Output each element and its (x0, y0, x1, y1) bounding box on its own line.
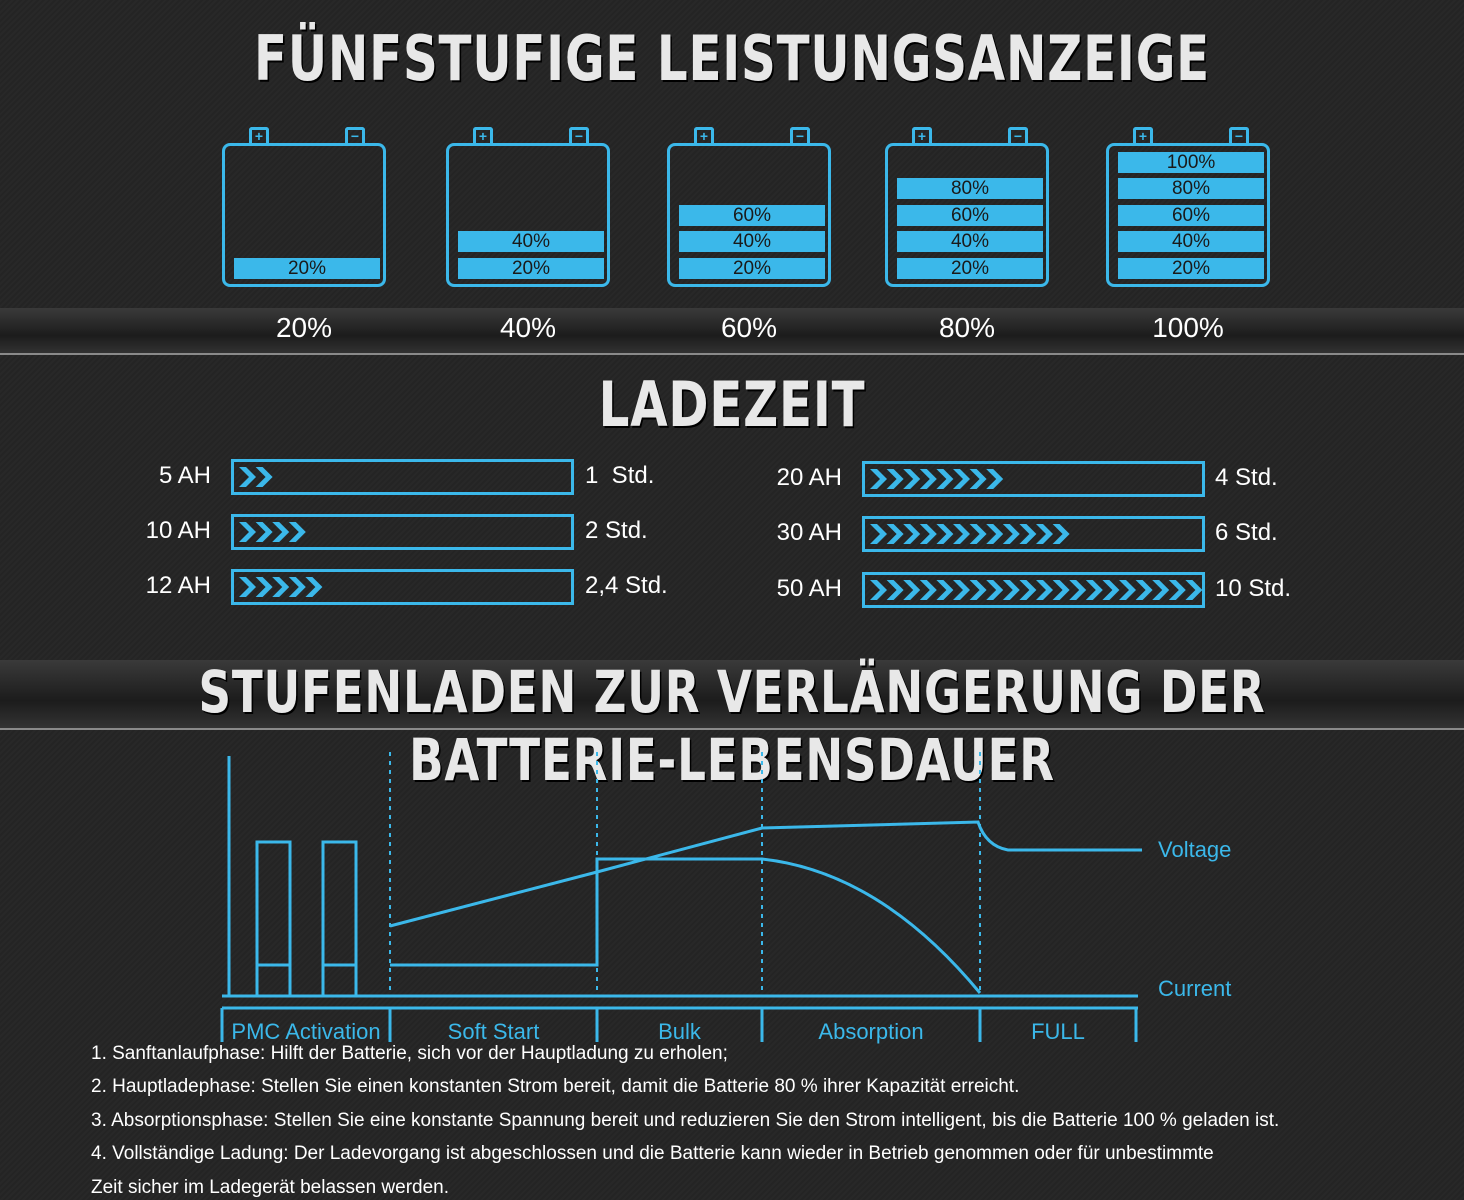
chevron-mark (870, 469, 887, 489)
minus-terminal-icon: − (569, 127, 589, 143)
chevron-mark (1053, 524, 1070, 544)
minus-terminal-icon: − (345, 127, 365, 143)
battery-level-bar: 20% (234, 258, 380, 279)
note-2: 2. Hauptladephase: Stellen Sie einen konstanten Strom bereit, damit die Batterie 80 % ihrer Kapazität erreicht. (91, 1076, 1020, 1097)
current-label: Current (1158, 976, 1232, 1001)
chevron-mark (887, 524, 904, 544)
chevron-mark (256, 577, 273, 597)
chevron-mark (256, 522, 273, 542)
battery-percentage-label: 100% (1152, 312, 1224, 343)
battery-level-bar: 60% (679, 205, 825, 226)
battery-icon (222, 128, 386, 287)
chevron-mark (1185, 580, 1202, 600)
chevron-progress-icon (239, 575, 334, 599)
chevron-mark (1136, 580, 1153, 600)
chevron-mark (305, 577, 322, 597)
note-5: Zeit sicher im Ladegerät belassen werden. (91, 1177, 450, 1198)
chevron-progress-icon (870, 578, 1205, 602)
chevron-mark (986, 469, 1003, 489)
battery-icon (446, 128, 610, 287)
chevron-mark (239, 522, 256, 542)
chevron-mark (986, 524, 1003, 544)
battery-percentage-label: 40% (499, 312, 557, 343)
phase-absorption: Absorption (818, 1019, 924, 1044)
voltage-curve (390, 822, 1142, 926)
chevron-mark (1053, 580, 1070, 600)
chevron-mark (1019, 580, 1036, 600)
chevron-progress-icon (870, 522, 1082, 546)
battery-level-bar: 40% (897, 231, 1043, 252)
minus-terminal-icon: − (1008, 127, 1028, 143)
chevron-mark (970, 524, 987, 544)
charge-duration-label: 2,4 Std. (585, 572, 668, 599)
phase-full: FULL (1031, 1019, 1085, 1044)
chevron-mark (289, 577, 306, 597)
chevron-progress-icon (870, 467, 1015, 491)
chevron-mark (953, 580, 970, 600)
chevron-mark (256, 467, 273, 487)
capacity-label: 12 AH (145, 572, 211, 599)
chevron-mark (870, 524, 887, 544)
chevron-mark (870, 580, 887, 600)
chevron-mark (936, 524, 953, 544)
battery-level-bar: 20% (897, 258, 1043, 279)
chevron-mark (920, 469, 937, 489)
battery-level-bar: 40% (679, 231, 825, 252)
chevron-mark (887, 469, 904, 489)
charge-time-bar (862, 572, 1205, 608)
chevron-mark (1019, 524, 1036, 544)
chevron-mark (903, 580, 920, 600)
charge-time-heading: LADEZEIT (598, 368, 866, 441)
chevron-mark (920, 580, 937, 600)
minus-terminal-icon: − (790, 127, 810, 143)
charge-duration-label: 1 Std. (585, 462, 655, 489)
capacity-label: 5 AH (158, 462, 211, 489)
capacity-label: 30 AH (776, 519, 842, 546)
charge-duration-label: 2 Std. (585, 517, 648, 544)
battery-level-bar: 80% (897, 178, 1043, 199)
chevron-mark (903, 469, 920, 489)
staged-heading: STUFENLADEN ZUR VERLÄNGERUNG DER BATTERIE-LEBENSDAUER (198, 658, 1266, 794)
chevron-mark (239, 577, 256, 597)
power-heading: FÜNFSTUFIGE LEISTUNGSANZEIGE (254, 22, 1210, 95)
chevron-mark (970, 469, 987, 489)
charge-time-bar (862, 461, 1205, 497)
charge-duration-label: 10 Std. (1215, 575, 1292, 602)
chevron-mark (986, 580, 1003, 600)
chevron-mark (1036, 580, 1053, 600)
chevron-mark (272, 522, 289, 542)
charge-duration-label: 4 Std. (1215, 464, 1278, 491)
chevron-progress-icon (239, 465, 285, 489)
chevron-mark (953, 524, 970, 544)
chevron-mark (970, 580, 987, 600)
voltage-label: Voltage (1158, 837, 1232, 862)
battery-level-bar: 20% (679, 258, 825, 279)
battery-icon (1106, 128, 1270, 287)
chevron-mark (1003, 524, 1020, 544)
phase-bulk: Bulk (658, 1019, 701, 1044)
chevron-mark (936, 580, 953, 600)
plus-terminal-icon: + (473, 127, 493, 143)
charge-time-bar (231, 459, 574, 495)
charge-time-bar (231, 514, 574, 550)
chevron-progress-icon (239, 520, 318, 544)
chevron-mark (1036, 524, 1053, 544)
plus-terminal-icon: + (912, 127, 932, 143)
chevron-mark (1102, 580, 1119, 600)
plus-terminal-icon: + (249, 127, 269, 143)
battery-percentage-label: 60% (720, 312, 778, 343)
battery-percentage-label: 80% (938, 312, 996, 343)
chevron-mark (1069, 580, 1086, 600)
chevron-mark (953, 469, 970, 489)
charge-time-bar (231, 569, 574, 605)
chevron-mark (1152, 580, 1169, 600)
note-1: 1. Sanftanlaufphase: Hilft der Batterie, sich vor der Hauptladung zu erholen; (91, 1043, 728, 1064)
charge-time-bar (862, 516, 1205, 552)
chevron-mark (887, 580, 904, 600)
chevron-mark (272, 577, 289, 597)
minus-terminal-icon: − (1229, 127, 1249, 143)
battery-level-bar: 80% (1118, 178, 1264, 199)
battery-icon (667, 128, 831, 287)
note-3: 3. Absorptionsphase: Stellen Sie eine konstante Spannung bereit und reduzieren Sie den Strom intelligent, bis die Batterie 100 % geladen ist. (91, 1110, 1280, 1131)
chevron-mark (1169, 580, 1186, 600)
divider-line-1 (0, 353, 1464, 355)
battery-level-bar: 100% (1118, 152, 1264, 173)
pmc-pulse (257, 842, 290, 996)
battery-icon (885, 128, 1049, 287)
phase-soft-start: Soft Start (447, 1019, 540, 1044)
charge-duration-label: 6 Std. (1215, 519, 1278, 546)
note-4: 4. Vollständige Ladung: Der Ladevorgang ist abgeschlossen und die Batterie kann wieder in Betrieb genommen oder für unbestimmte (91, 1143, 1214, 1164)
charging-curve-diagram (0, 740, 1464, 1060)
pmc-pulse (323, 842, 356, 996)
chevron-mark (289, 522, 306, 542)
current-curve (390, 859, 980, 993)
phase-pmc-activation: PMC Activation (231, 1019, 381, 1044)
battery-level-bar: 60% (897, 205, 1043, 226)
battery-level-bar: 40% (458, 231, 604, 252)
capacity-label: 10 AH (145, 517, 211, 544)
chevron-mark (903, 524, 920, 544)
chevron-mark (920, 524, 937, 544)
chevron-mark (1119, 580, 1136, 600)
chevron-mark (1003, 580, 1020, 600)
battery-level-bar: 20% (1118, 258, 1264, 279)
battery-level-bar: 20% (458, 258, 604, 279)
plus-terminal-icon: + (1133, 127, 1153, 143)
battery-percentage-label: 20% (275, 312, 333, 343)
chevron-mark (239, 467, 256, 487)
plus-terminal-icon: + (694, 127, 714, 143)
battery-level-bar: 60% (1118, 205, 1264, 226)
battery-level-bar: 40% (1118, 231, 1264, 252)
chevron-mark (936, 469, 953, 489)
chevron-mark (1086, 580, 1103, 600)
capacity-label: 50 AH (776, 575, 842, 602)
capacity-label: 20 AH (776, 464, 842, 491)
